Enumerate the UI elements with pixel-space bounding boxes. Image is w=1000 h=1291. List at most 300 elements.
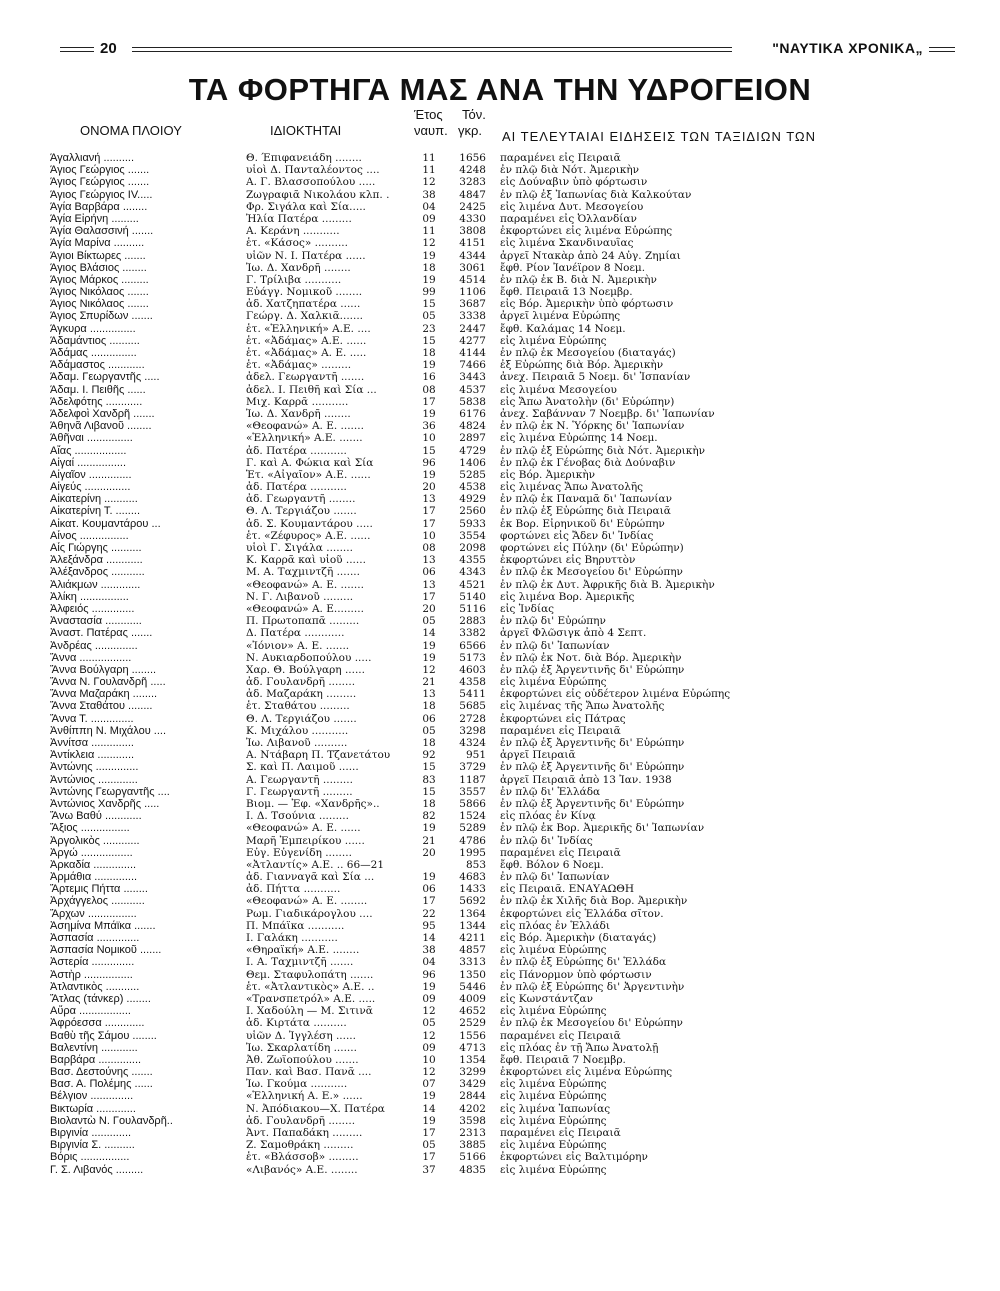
latest-news: εἰς Δούναβιν ὑπὸ φόρτωσιν — [500, 176, 648, 189]
ship-name: Άγία Βαρβάρα ........ — [50, 200, 148, 213]
table-row — [0, 481, 1000, 493]
owner: Ἀθ. Ζωϊοπούλου ....... — [246, 1053, 359, 1066]
table-row — [0, 664, 1000, 676]
table-row — [0, 761, 1000, 773]
year-built: 99 — [422, 286, 436, 299]
latest-news: ἐν πλῷ ἐξ Εὐρώπης διὰ Νότ. Ἀμερικὴν — [500, 444, 705, 457]
year-built: 18 — [422, 737, 436, 749]
owner: ἑτ. «Βλάσσοβ» ......... — [246, 1151, 359, 1164]
table-row — [0, 1066, 1000, 1078]
tonnage: 3598 — [459, 1114, 486, 1127]
year-built: 19 — [422, 651, 436, 664]
latest-news: ἐν πλῷ ἐξ Ἀργεντινῆς δι' Εὐρώπην — [500, 737, 685, 749]
ship-name: Άγιος Γεώργιος ....... — [50, 164, 150, 177]
tonnage: 4144 — [459, 347, 486, 359]
ship-name: Ἄρτεμις Πήττα ........ — [50, 883, 148, 896]
table-row — [0, 579, 1000, 591]
latest-news: ἐν πλῷ διὰ Νότ. Ἀμερικὴν — [500, 164, 640, 177]
owner: Εὐγ. Εὐγενίδη ........ — [246, 846, 352, 859]
table-row — [0, 164, 1000, 176]
tonnage: 5411 — [459, 688, 486, 701]
tonnage: 1187 — [459, 773, 486, 786]
ship-name: Αἰκατ. Κουμαντάρου ... — [50, 517, 161, 530]
ship-name: Ἀσπασία .............. — [50, 932, 140, 944]
latest-news: εἰς λιμένα Εὐρώπης — [500, 1114, 607, 1127]
latest-news: εἰς λιμένα Εὐρώπης — [500, 1163, 607, 1176]
year-built: 08 — [422, 383, 436, 396]
ship-name: Ἀρχάγγελος ........... — [50, 895, 145, 908]
tonnage: 4514 — [459, 273, 486, 286]
latest-news: ἀργεῖ Πειραιᾶ — [500, 749, 576, 762]
tonnage: 4713 — [459, 1041, 486, 1054]
tonnage: 4537 — [459, 383, 486, 396]
owner: Χαρ. Θ. Βούλγαρη ...... — [246, 663, 365, 676]
latest-news: ἐκφορτώνει εἰς λιμένα Εὐρώπης — [500, 1066, 673, 1079]
latest-news: ἐν πλῷ δι' Ἑλλάδα — [500, 785, 601, 798]
latest-news: ἐν πλῷ ἐκ Ν. Ὑόρκης δι' Ἰαπωνίαν — [500, 420, 685, 433]
latest-news: εἰς λιμένας τῆς Ἄπω Ἀνατολῆς — [500, 700, 665, 713]
owner: «Ἀτλαντίς» Α.Ε. .. 66—21 — [246, 858, 385, 871]
latest-news: φορτώνει εἰς Πύλην (δι' Εὐρώπην) — [500, 542, 684, 554]
ship-name: Ἄννα Βούλγαρη ........ — [50, 663, 157, 676]
tonnage: 4857 — [459, 944, 486, 957]
owner: «Θηραϊκή» Α.Ε. ........ — [246, 944, 360, 957]
table-row — [0, 700, 1000, 712]
latest-news: εἰς λιμένα Εὐρώπης — [500, 676, 607, 689]
tonnage: 4277 — [459, 334, 486, 347]
ship-name: Ἄννα Ν. Γουλανδρῆ ..... — [50, 676, 166, 689]
latest-news: εἰς Ἰνδίας — [500, 602, 555, 615]
latest-news: ἐν πλῷ ἐκ Παναμᾶ δι' Ἰαπωνίαν — [500, 493, 672, 506]
owner: Ἑτ. «Αἰγαῖον» Α.Ε. ...... — [246, 468, 371, 481]
owner: Ν. Αυκιαρδοπούλου ..... — [246, 651, 372, 664]
ship-name: Άδελφοὶ Χανδρῆ ....... — [50, 407, 155, 420]
tonnage: 4324 — [459, 737, 486, 749]
tonnage: 5933 — [459, 517, 486, 530]
header-rule-left — [60, 47, 94, 52]
tonnage: 5838 — [459, 395, 486, 408]
tonnage: 3283 — [459, 176, 486, 189]
owner: ἑτ. «Κάσος» .......... — [246, 237, 348, 250]
latest-news: εἰς λιμένα Εὐρώπης — [500, 1078, 607, 1091]
table-row — [0, 213, 1000, 225]
ship-name: Ἄννα Τ. .............. — [50, 712, 134, 725]
latest-news: παραμένει εἰς Πειραιᾶ — [500, 1127, 621, 1139]
owner: Μαρῆ Ἐμπειρίκου ...... — [246, 834, 365, 847]
year-built: 19 — [422, 639, 436, 652]
latest-news: ἔφθ. Ρίον Ἰανέϊρον 8 Νοεμ. — [500, 261, 646, 274]
ship-name: Ἀλέξανδρος ........... — [50, 566, 145, 579]
tonnage: 4151 — [459, 237, 486, 250]
tonnage: 1524 — [459, 810, 486, 823]
table-row — [0, 420, 1000, 432]
latest-news: ἐκφορτώνει εἰς οὐδέτερον λιμένα Εὐρώπης — [500, 688, 731, 701]
tonnage: 4344 — [459, 249, 486, 262]
ship-name: Ἀτλαντικὸς ........... — [50, 980, 140, 993]
magazine-name: "ΝΑΥΤΙΚΑ ΧΡΟΝΙΚΑ„ — [772, 40, 923, 56]
year-built: 36 — [422, 420, 436, 433]
tonnage: 3298 — [459, 724, 486, 737]
owner: Γ. Γεωργαντῆ ......... — [246, 785, 353, 798]
tonnage: 5685 — [459, 700, 486, 713]
year-built: 19 — [422, 1114, 436, 1127]
latest-news: εἰς Βόρ. Ἀμερικὴν ὑπὸ φόρτωσιν — [500, 298, 674, 311]
latest-news: εἰς Βόρ. Ἀμερικὴν (διαταγάς) — [500, 932, 657, 944]
ship-name: Άδάμας ............... — [50, 347, 137, 359]
owner: Ι. Δ. Τσούνια ......... — [246, 810, 349, 823]
table-row — [0, 920, 1000, 932]
table-row — [0, 237, 1000, 249]
year-built: 12 — [422, 1029, 436, 1042]
table-row — [0, 542, 1000, 554]
owner: Κ. Καρρᾶ καὶ υἱοῦ ...... — [246, 554, 366, 567]
owner: «Θεοφανώ» Α. Ε. ........ — [246, 895, 368, 908]
ship-name: Αἰγεύς ............... — [50, 481, 131, 494]
latest-news: ἐν πλῷ ἐκ Μεσογείου δι' Εὐρώπην — [500, 1017, 683, 1030]
tonnage: 4211 — [459, 932, 486, 944]
table-row — [0, 176, 1000, 188]
latest-news: ἐκφορτώνει εἰς Πάτρας — [500, 712, 626, 725]
latest-news: ἐν πλῷ ἐκ Δυτ. Ἀφρικῆς διὰ Β. Ἀμερικὴν — [500, 578, 715, 591]
owner: Α. Κεράνη ........... — [246, 225, 340, 238]
owner: υἱοὶ Δ. Πανταλέοντος .... — [246, 164, 380, 177]
tonnage: 4202 — [459, 1102, 486, 1115]
year-built: 19 — [422, 249, 436, 262]
table-row — [0, 688, 1000, 700]
year-built: 05 — [422, 724, 436, 737]
owner: «Τρανσπετρόλ» Α.Ε. ..... — [246, 992, 376, 1005]
latest-news: ἀργεῖ λιμένα Εὐρώπης — [500, 310, 621, 323]
ship-name: Άγαλλιανή .......... — [50, 152, 135, 164]
owner: Ι. Γαλάκη ........... — [246, 932, 338, 944]
table-row — [0, 518, 1000, 530]
year-built: 19 — [422, 980, 436, 993]
table-row — [0, 1054, 1000, 1066]
latest-news: εἰς λιμένα Ἰαπωνίας — [500, 1102, 611, 1115]
table-row — [0, 627, 1000, 639]
year-built: 92 — [422, 749, 436, 762]
tonnage: 5116 — [459, 602, 486, 615]
latest-news: ἐκφορτώνει εἰς Βαλτιμόρην — [500, 1151, 648, 1164]
latest-news: ἐκφορτώνει εἰς λιμένα Εὐρώπης — [500, 225, 673, 238]
latest-news: ἔφθ. Καλάμας 14 Νοεμ. — [500, 322, 626, 335]
table-row — [0, 603, 1000, 615]
owner: Μ. Α. Ταχμιντζῆ ....... — [246, 566, 360, 579]
ship-name: Ἀστερία .............. — [50, 956, 135, 969]
tonnage: 4824 — [459, 420, 486, 433]
owner: «Ἑλληνική Α. Ε.» ...... — [246, 1090, 363, 1103]
tonnage: 3338 — [459, 310, 486, 323]
latest-news: εἰς πλόας ἐν τῇ Ἄπω Ἀνατολῇ — [500, 1041, 659, 1054]
table-row — [0, 944, 1000, 956]
owner: ἑτ. Σταθάτου ......... — [246, 700, 350, 713]
ship-name: Βικτωρία ............. — [50, 1102, 136, 1115]
owner: ἑτ. «Ἀτλαντικὸς» Α.Ε. .. — [246, 980, 375, 993]
year-built: 96 — [422, 456, 436, 469]
owner: Α. Γεωργαντῆ ......... — [246, 773, 353, 786]
page-header — [60, 40, 955, 62]
tonnage: 1350 — [459, 968, 486, 981]
table-row — [0, 1164, 1000, 1176]
table-row — [0, 871, 1000, 883]
year-built: 16 — [422, 371, 436, 384]
year-built: 19 — [422, 1090, 436, 1103]
table-row — [0, 822, 1000, 834]
ship-name: Άγιος Σπυρίδων ....... — [50, 310, 153, 323]
ship-table — [0, 152, 1000, 1176]
table-row — [0, 1103, 1000, 1115]
year-built: 82 — [422, 810, 436, 823]
tonnage: 3061 — [459, 261, 486, 274]
table-row — [0, 566, 1000, 578]
latest-news: ἐν πλῷ ἐξ Ἀργεντινῆς δι' Εὐρώπην — [500, 761, 685, 774]
ship-name: Άγία Μαρίνα .......... — [50, 237, 145, 250]
table-row — [0, 652, 1000, 664]
latest-news: παραμένει εἰς Πειραιᾶ — [500, 1029, 621, 1042]
year-built: 19 — [422, 822, 436, 835]
ship-name: Ἀρμάθια .............. — [50, 871, 138, 884]
year-built: 15 — [422, 298, 436, 311]
latest-news: εἰς Βόρ. Ἀμερικὴν — [500, 468, 596, 481]
table-row — [0, 274, 1000, 286]
owner: ἀδ. Γιανναγᾶ καὶ Σία ... — [246, 871, 375, 884]
tonnage: 853 — [465, 858, 486, 871]
tonnage: 2425 — [459, 200, 486, 213]
tonnage: 1106 — [459, 286, 486, 299]
ship-name: Ἄξιος ................ — [50, 822, 130, 835]
table-row — [0, 493, 1000, 505]
latest-news: ἐξ Εὐρώπης διὰ Βόρ. Ἀμερικὴν — [500, 359, 664, 372]
latest-news: ἐν πλῷ ἐξ Ἀργεντινῆς δι' Εὐρώπην — [500, 797, 685, 810]
tonnage: 5446 — [459, 980, 486, 993]
year-built: 09 — [422, 992, 436, 1005]
table-row — [0, 445, 1000, 457]
year-built: 06 — [422, 712, 436, 725]
ship-name: Ἄνω Βαθύ ............ — [50, 810, 142, 823]
latest-news: εἰς Ἄπω Ἀνατολὴν (δι' Εὐρώπην) — [500, 395, 675, 408]
ship-name: Ἄννα ................. — [50, 651, 132, 664]
ship-name: Ἀντώνης .............. — [50, 761, 139, 774]
year-built: 21 — [422, 676, 436, 689]
year-built: 15 — [422, 444, 436, 457]
owner: «Ἰόνιον» Α. Ε. ....... — [246, 639, 350, 652]
year-built: 21 — [422, 834, 436, 847]
tonnage: 4847 — [459, 188, 486, 201]
header-rule-middle — [132, 47, 732, 52]
tonnage: 2897 — [459, 432, 486, 445]
table-row — [0, 981, 1000, 993]
owner: ἀδ. Πατέρα ........... — [246, 481, 347, 494]
latest-news: εἰς λιμένα Βορ. Ἀμερικῆς — [500, 590, 635, 603]
latest-news: εἰς λιμένα Εὐρώπης — [500, 334, 607, 347]
col-header-tons-bottom: γκρ. — [458, 123, 483, 138]
ship-name: Ἄννα Μαζαράκη ........ — [50, 688, 158, 701]
ship-name: Βασ. Α. Πολέμης ...... — [50, 1078, 153, 1091]
owner: «Ἑλληνική» Α.Ε. ....... — [246, 432, 363, 445]
tonnage: 5166 — [459, 1151, 486, 1164]
tonnage: 5692 — [459, 895, 486, 908]
tonnage: 1406 — [459, 456, 486, 469]
ship-name: Άγιος Βλάσιος ........ — [50, 261, 147, 274]
ship-name: Άγιος Νικόλαος ....... — [50, 298, 149, 311]
year-built: 11 — [422, 225, 436, 238]
table-row — [0, 225, 1000, 237]
ship-name: Ἀντίκλεια ............ — [50, 749, 135, 762]
owner: Ζ. Σαμοθράκη ......... — [246, 1139, 354, 1152]
col-header-news: ΑΙ ΤΕΛΕΥΤΑΙΑΙ ΕΙΔΗΣΕΙΣ ΤΩΝ ΤΑΞΙΔΙΩΝ ΤΩΝ — [502, 129, 817, 144]
ship-name: Ἀλιάκμων ............. — [50, 578, 141, 591]
table-row — [0, 615, 1000, 627]
table-row — [0, 335, 1000, 347]
tonnage: 3808 — [459, 225, 486, 238]
owner: Ρωμ. Γιαδικάρογλου .... — [246, 907, 373, 920]
year-built: 14 — [422, 1102, 436, 1115]
latest-news: ἀργεῖ Ντακὰρ ἀπὸ 24 Αὐγ. Ζημίαι — [500, 249, 681, 262]
tonnage: 2529 — [459, 1017, 486, 1030]
ship-name: Ἀναστ. Πατέρας ....... — [50, 627, 153, 640]
page-title: ΤΑ ΦΟΡΤΗΓΑ ΜΑΣ ΑΝΑ ΤΗΝ ΥΔΡΟΓΕΙΟΝ — [188, 72, 812, 107]
owner: Παν. καὶ Βασ. Πανᾶ .... — [246, 1066, 372, 1079]
ship-name: Άγιος Μάρκος ......... — [50, 273, 149, 286]
ship-name: Ἄτλας (τάνκερ) ........ — [50, 992, 151, 1005]
table-row — [0, 1139, 1000, 1151]
owner: Θ. Λ. Τεργιάζου ....... — [246, 505, 357, 518]
owner: Ν. Ἀπόδιακου—Χ. Πατέρα — [246, 1102, 385, 1115]
owner: Ν. Γ. Λιβανοῦ ......... — [246, 590, 354, 603]
table-row — [0, 640, 1000, 652]
tonnage: 2728 — [459, 712, 486, 725]
year-built: 09 — [422, 1041, 436, 1054]
tonnage: 2844 — [459, 1090, 486, 1103]
table-row — [0, 310, 1000, 322]
table-row — [0, 1115, 1000, 1127]
ship-name: Άθηνᾶ Λιβανοῦ ........ — [50, 420, 152, 433]
ship-name: Βέλγιον .............. — [50, 1090, 134, 1103]
year-built: 10 — [422, 1053, 436, 1066]
table-row — [0, 1042, 1000, 1054]
latest-news: ἐν πλῷ ἐξ Ἀργεντινῆς δι' Εὐρώπην — [500, 663, 685, 676]
year-built: 17 — [422, 1151, 436, 1164]
tonnage: 4683 — [459, 871, 486, 884]
ship-name: Βαθὺ τῆς Σάμου ........ — [50, 1029, 157, 1042]
owner: «Θεοφανώ» Α. Ε. ....... — [246, 578, 364, 591]
tonnage: 1656 — [459, 152, 486, 164]
table-row — [0, 859, 1000, 871]
year-built: 10 — [422, 432, 436, 445]
latest-news: ἐν πλῷ ἐκ Β. διὰ Ν. Ἀμερικὴν — [500, 273, 657, 286]
latest-news: ἀργεῖ Πειραιᾶ ἀπὸ 13 Ἰαν. 1938 — [500, 773, 672, 786]
table-row — [0, 505, 1000, 517]
table-row — [0, 371, 1000, 383]
year-built: 15 — [422, 334, 436, 347]
tonnage: 3443 — [459, 371, 486, 384]
table-row — [0, 969, 1000, 981]
year-built: 04 — [422, 200, 436, 213]
year-built: 95 — [422, 919, 436, 932]
owner: Γ. Τρίλιβα ........... — [246, 273, 342, 286]
table-row — [0, 749, 1000, 761]
year-built: 05 — [422, 310, 436, 323]
owner: Ι. Χαδούλη — Μ. Σιτινᾶ — [246, 1005, 373, 1018]
owner: ἀδ. Μαζαράκη ......... — [246, 688, 357, 701]
tonnage: 4521 — [459, 578, 486, 591]
owner: Ἰω. Γκούμα ........... — [246, 1078, 348, 1091]
ship-name: Ἀλεξάνδρα ............ — [50, 554, 143, 567]
latest-news: ἐν πλῷ ἐξ Εὐρώπης διὰ Πειραιᾶ — [500, 505, 671, 518]
ship-name: Αἰγαί ................ — [50, 456, 127, 469]
ship-name: Γ. Σ. Λιβανός ......... — [50, 1163, 144, 1176]
year-built: 20 — [422, 481, 436, 494]
latest-news: ἐκ Βορ. Εἰρηνικοῦ δι' Εὐρώπην — [500, 517, 665, 530]
year-built: 17 — [422, 590, 436, 603]
tonnage: 3554 — [459, 529, 486, 542]
ship-name: Ἀλφειός .............. — [50, 602, 135, 615]
tonnage: 2098 — [459, 542, 486, 554]
table-row — [0, 396, 1000, 408]
tonnage: 5866 — [459, 797, 486, 810]
tonnage: 5173 — [459, 651, 486, 664]
owner: Θ. Έπιφανειάδη ........ — [246, 152, 362, 164]
latest-news: ἀργεῖ Φλῶσιγκ ἀπὸ 4 Σεπτ. — [500, 627, 647, 640]
owner: Α. Γ. Βλασσοπούλου ..... — [246, 176, 376, 189]
owner: υἱῶν Ν. Ι. Πατέρα ...... — [246, 249, 366, 262]
year-built: 38 — [422, 188, 436, 201]
tonnage: 3313 — [459, 956, 486, 969]
latest-news: ἐν πλῷ δι' Ἰνδίας — [500, 834, 593, 847]
ship-name: Ἀντώνης Γεωργαντῆς .... — [50, 785, 170, 798]
table-row — [0, 786, 1000, 798]
year-built: 06 — [422, 566, 436, 579]
tonnage: 5140 — [459, 590, 486, 603]
table-row — [0, 359, 1000, 371]
tonnage: 1556 — [459, 1029, 486, 1042]
owner: Ζωγραφιᾶ Νικολάου κλπ. . — [246, 188, 390, 201]
owner: υἱῶν Δ. Ἰγγλέση ...... — [246, 1029, 356, 1042]
tonnage: 3382 — [459, 627, 486, 640]
latest-news: εἰς λιμένα Εὐρώπης 14 Νοεμ. — [500, 432, 658, 445]
col-header-name: ΟΝΟΜΑ ΠΛΟΙΟΥ — [80, 123, 182, 138]
year-built: 14 — [422, 932, 436, 944]
latest-news: ἐν πλῷ δι' Εὐρώπην — [500, 615, 606, 628]
ship-name: Άθῆναι ............... — [50, 432, 133, 445]
latest-news: ἐν πλῷ ἐξ Εὐρώπης δι' Ἀργεντινὴν — [500, 980, 685, 993]
year-built: 07 — [422, 1078, 436, 1091]
tonnage: 3299 — [459, 1066, 486, 1079]
ship-name: Ἀφρόεσσα ............. — [50, 1017, 145, 1030]
col-header-owner: ΙΔΙΟΚΤΗΤΑΙ — [270, 123, 342, 138]
year-built: 17 — [422, 895, 436, 908]
owner: Π. Πρωτοπαπᾶ ......... — [246, 615, 360, 628]
year-built: 20 — [422, 846, 436, 859]
table-row — [0, 676, 1000, 688]
owner: Π. Μπάϊκα ........... — [246, 919, 345, 932]
ship-name: Ἀρκαδία .............. — [50, 858, 137, 871]
latest-news: ἐν πλῷ δι' Ἰαπωνίαν — [500, 871, 610, 884]
latest-news: παραμένει εἰς Πειραιᾶ — [500, 152, 621, 164]
year-built: 17 — [422, 517, 436, 530]
ship-name: Βιργινία ............. — [50, 1127, 132, 1139]
tonnage: 4603 — [459, 663, 486, 676]
owner: ἀδ. Πήττα ........... — [246, 883, 341, 896]
table-row — [0, 323, 1000, 335]
owner: «Θεοφανώ» Α. Ε......... — [246, 602, 364, 615]
year-built: 18 — [422, 261, 436, 274]
tonnage: 4835 — [459, 1163, 486, 1176]
ship-name: Αἷς Γιώργης .......... — [50, 542, 142, 554]
tonnage: 4652 — [459, 1005, 486, 1018]
latest-news: ἔφθ. Πειραιᾶ 13 Νοεμβρ. — [500, 286, 633, 299]
latest-news: ἐν πλῷ ἐξ Εὐρώπης δι' Ἑλλάδα — [500, 956, 667, 969]
